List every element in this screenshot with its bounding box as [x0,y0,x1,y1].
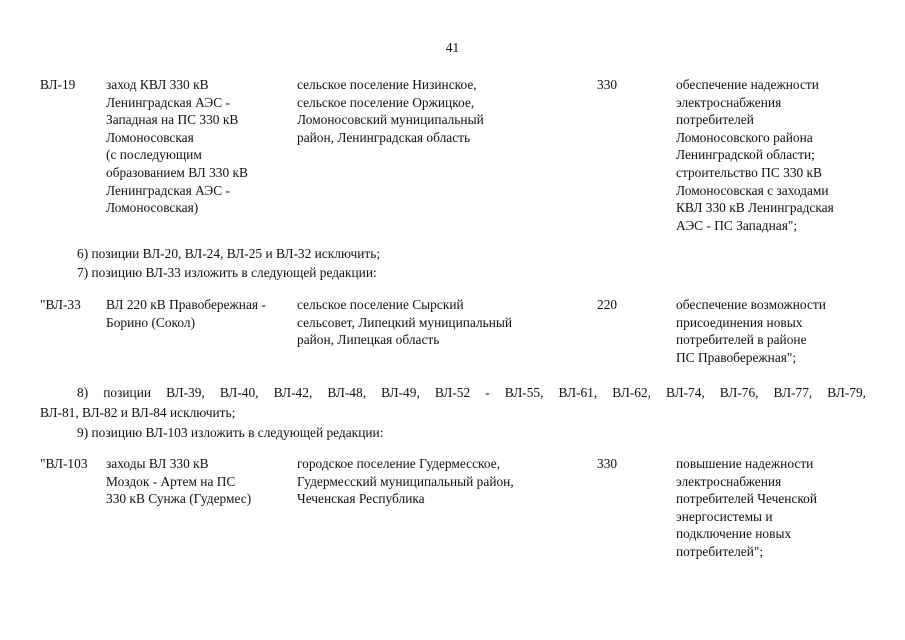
line-location: городское поселение Гудермесское, Гудермесский муниципальный район, Чеченская Республика [297,456,514,507]
line-voltage: 220 [597,297,618,312]
line-code: "ВЛ-103 [40,456,88,471]
line-purpose: повышение надежности электроснабжения потребителей Чеченской энергосистемы и подключение новых потребителей"; [676,456,818,559]
paragraph-6: 6) позиции ВЛ-20, ВЛ-24, ВЛ-25 и ВЛ-32 исключить; [77,246,381,261]
line-name: заход КВЛ 330 кВ Ленинградская АЭС - Западная на ПС 330 кВ Ломоносовская (с последующим образованием ВЛ 330 кВ Ленинградская АЭС - Ломоносовская) [106,77,248,216]
line-name: заходы ВЛ 330 кВ Моздок - Артем на ПС 330 кВ Сунжа (Гудермес) [106,456,252,507]
line-code: ВЛ-19 [40,77,76,92]
line-voltage: 330 [597,77,618,92]
line-name: ВЛ 220 кВ Правобережная - Борино (Сокол) [106,297,266,330]
paragraph-8-continuation: ВЛ-81, ВЛ-82 и ВЛ-84 исключить; [40,405,236,420]
line-location: сельское поселение Низинское, сельское поселение Оржицкое, Ломоносовский муниципальный район, Ленинградская область [297,77,484,145]
line-voltage: 330 [597,456,618,471]
line-purpose: обеспечение возможности присоединения новых потребителей в районе ПС Правобережная"; [676,297,826,365]
page-number: 41 [445,40,460,55]
line-location: сельское поселение Сырский сельсовет, Липецкий муниципальный район, Липецкая область [297,297,513,348]
line-purpose: обеспечение надежности электроснабжения потребителей Ломоносовского района Ленинградской области; строительство ПС 330 кВ Ломоносовская с заходами КВЛ 330 кВ Ленинградская АЭС - ПС Западная"; [676,77,834,233]
paragraph-7: 7) позицию ВЛ-33 изложить в следующей редакции: [77,265,377,280]
paragraph-8: 8) позиции ВЛ-39, ВЛ-40, ВЛ-42, ВЛ-48, ВЛ-49, ВЛ-52 - ВЛ-55, ВЛ-61, ВЛ-62, ВЛ-74, ВЛ-76, ВЛ-77, ВЛ-79, [77,385,866,400]
paragraph-9: 9) позицию ВЛ-103 изложить в следующей редакции: [77,425,384,440]
line-code: "ВЛ-33 [40,297,81,312]
